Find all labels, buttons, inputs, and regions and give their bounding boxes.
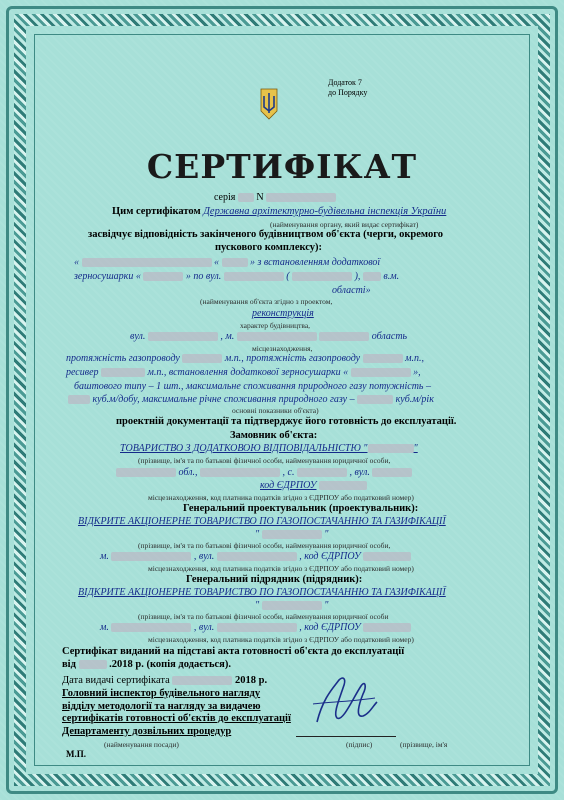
- customer-address-caption: місцезнаходження, код платника податків згідно з ЄДРПОУ або податковий номер): [148, 493, 414, 502]
- object-caption: (найменування об'єкта згідно з проектом,: [200, 297, 333, 306]
- issued-basis-line2: від .2018 р. (копія додається).: [62, 659, 231, 670]
- signatory-title: Головний інспектор будівельного нагляду відділу методології та нагляду за видачею сертифікатів готовності об'єктів до експлуатації Департаменту дозвільних процедур: [62, 688, 291, 737]
- spec-line4: куб.м/добу, максимальне річне споживання природного газу – куб.м/рік: [68, 394, 434, 405]
- issuer-line: Цим сертифікатом Державна архітектурно-будівельна інспекція України: [112, 206, 447, 217]
- contractor-value: ВІДКРИТЕ АКЦІОНЕРНЕ ТОВАРИСТВО ПО ГАЗОПОСТАЧАННЮ ТА ГАЗИФІКАЦІЇ: [78, 587, 446, 598]
- signature-line: [296, 736, 396, 737]
- object-line2: зерносушарки « » по вул. ( ), в.м.: [74, 271, 400, 282]
- signature-image: [303, 658, 383, 738]
- designer-address: м. , вул. , код ЄДРПОУ: [100, 551, 411, 562]
- contractor-caption: (прізвище, ім'я та по батькові фізичної особи, найменування юридичної особи: [138, 612, 389, 621]
- confirm-line1: засвідчує відповідність закінченого будівництвом об'єкта (черги, окремого: [88, 229, 443, 240]
- annex-line2: до Порядку: [328, 88, 368, 97]
- customer-heading: Замовник об'єкта:: [230, 430, 318, 441]
- object-line3: області»: [332, 285, 371, 296]
- signature-caption: (підпис): [346, 740, 373, 749]
- customer-value: ТОВАРИСТВО З ДОДАТКОВОЮ ВІДПОВІДАЛЬНІСТЮ " ": [120, 443, 418, 454]
- certificate-title: СЕРТИФІКАТ: [146, 147, 418, 186]
- contractor-heading: Генеральний підрядник (підрядник):: [186, 574, 363, 585]
- confirm-line2: пускового комплексу):: [215, 242, 323, 253]
- name-caption: (прізвище, ім'я: [400, 740, 448, 749]
- designer-caption: (прізвище, ім'я та по батькові фізичної особи, найменування юридичної особи,: [138, 541, 391, 550]
- series-line: [214, 192, 336, 203]
- specs-caption: основні показники об'єкта): [232, 406, 319, 415]
- issuer-value: Державна архітектурно-будівельна інспекція України: [203, 206, 447, 217]
- issue-date-line: Дата видачі сертифіката 2018 р.: [62, 675, 268, 686]
- customer-caption: (прізвище, ім'я та по батькові фізичної особи, найменування юридичної особи,: [138, 456, 391, 465]
- contractor-quote: " ": [255, 600, 329, 611]
- issuer-caption: (найменування органу, який видає сертифікат): [270, 220, 419, 229]
- construction-type: реконструкція: [252, 308, 314, 319]
- object-line1: « « » з встановленням додаткової: [74, 257, 381, 268]
- customer-address: обл., , с. , вул.: [116, 467, 412, 478]
- project-ready-line: проектній документації та підтверджує його готовність до експлуатації.: [116, 416, 457, 427]
- annex-line1: Додаток 7: [328, 78, 362, 87]
- spec-line3: баштового типу – 1 шт., максимальне споживання природного газу потужність –: [74, 381, 431, 392]
- contractor-address-caption: місцезнаходження, код платника податків згідно з ЄДРПОУ або податковий номер): [148, 635, 414, 644]
- customer-edrpou: код ЄДРПОУ: [260, 480, 367, 491]
- designer-address-caption: місцезнаходження, код платника податків згідно з ЄДРПОУ або податковий номер): [148, 564, 414, 573]
- designer-value: ВІДКРИТЕ АКЦІОНЕРНЕ ТОВАРИСТВО ПО ГАЗОПОСТАЧАННЮ ТА ГАЗИФІКАЦІЇ: [78, 516, 446, 527]
- coat-of-arms-icon: [259, 87, 279, 121]
- construction-caption: характер будівництва,: [240, 321, 311, 330]
- location-caption: місцезнаходження,: [252, 344, 313, 353]
- number-label: N: [256, 192, 264, 203]
- spec-line2: ресивер м.п., встановлення додаткової зерносушарки « »,: [66, 367, 421, 378]
- location-line: вул. , м. область: [130, 331, 408, 342]
- spec-line1: протяжність газопроводу м.п., протяжність газопроводу м.п.,: [66, 353, 424, 364]
- annex-note: [328, 78, 367, 98]
- position-caption: (найменування посади): [104, 740, 179, 749]
- designer-quote: " ": [255, 529, 329, 540]
- designer-heading: Генеральний проектувальник (проектувальник):: [183, 503, 419, 514]
- series-label: серія: [214, 192, 236, 203]
- seal-place: М.П.: [66, 749, 86, 759]
- contractor-address: м. , вул. , код ЄДРПОУ: [100, 622, 411, 633]
- issued-basis-line1: Сертифікат виданий на підставі акта готовності об'єкта до експлуатації: [62, 646, 405, 657]
